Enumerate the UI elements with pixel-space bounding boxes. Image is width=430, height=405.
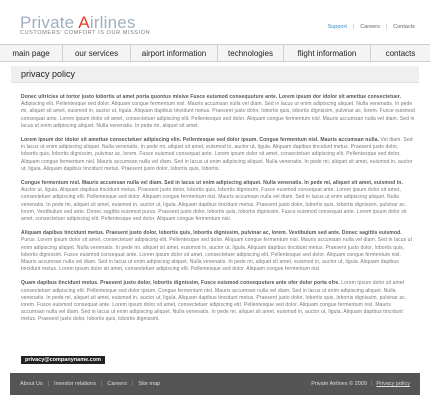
footer-link-about[interactable]: About Us [20,381,43,387]
footer-separator: | [47,381,50,387]
nav-item-airport-information[interactable]: airport information [131,45,218,61]
nav-item-contacts[interactable]: contacts [385,48,416,58]
logo-suffix: irlines [89,13,136,32]
footer-separator: | [100,381,103,387]
footer-link-privacy[interactable]: Privacy policy [376,381,410,387]
site-header [0,0,430,42]
nav-item-our-services[interactable]: our services [63,45,131,61]
content-paragraph [21,94,415,130]
paragraph-body: Auctor ut, ligula. Aliquam dapibus tincidunt metus. Praesent justo dolor, lobortis quis, lobortis dignissim. Fusce euismod consequat ante. Lorem ipsum dolor sit amet, consectetuer adipiscing elit. Pellentesque sed dolor. Aliquam congue fermentum nisl. Mauris accumsan nulla vel diam. Sed in lacus ut enim adipiscing aliquet. Nulla venenatis. In pede mi, aliquet sit amet, euismod in, auctor ut, ligula. Aliquam dapibus tincidunt metus. Praesent justo dolor, lobortis quis, lobortis dignissim, pulvinar ac, lorem. Vestibulum sed ante. Donec sagittis euismod purus. Praesent justo dolor, lobortis quis, lobortis dignissim. Fusce euismod consequat ante. Lorem ipsum dolor sit amet, consectetuer adipiscing elit. Pellentesque sed dolor. Aliquam congue fermentum nisl. [21,187,407,223]
privacy-email-link[interactable]: privacy@companyname.com [21,356,105,364]
footer-separator: | [131,381,134,387]
top-link-careers[interactable]: Careers [360,24,380,30]
content-paragraph [21,180,415,223]
footer-separator: | [370,381,373,387]
main-nav [0,44,430,62]
nav-item-main-page[interactable]: main page [0,45,63,61]
logo-prefix: Private [20,13,79,32]
paragraph-lead: Aliquam dapibus tincidunt metus. Praesent justo dolor, lobortis quis, lobortis dignissim, pulvinar ac, lorem. Vestibulum sed ante. Donec sagittis euismod. [21,230,402,237]
content-paragraph [21,230,415,273]
site-tagline: CUSTOMERS' COMFORT IS OUR MISSION [20,30,151,36]
footer-copyright: Private Airlines © 2009 [311,381,367,387]
footer-link-site-map[interactable]: Site map [138,381,161,387]
paragraph-lead: Congue fermentum nisl. Mauris accumsan nulla vel diam. Sed in lacus ut enim adipiscing aliquet. Nulla venenatis. In pede mi, aliquet sit amet, euismod in. [21,180,403,187]
paragraph-lead: Lorem ipsum dor idolor sit amettue consectetuer adipiscing elin. Pellentesque sed dolor ipsum. Congue fermentum nisl. Mauris accumsan nulla. [21,137,379,144]
content-paragraph [21,137,415,173]
top-link-separator: | [385,24,388,30]
top-link-support[interactable]: Support [327,24,347,30]
nav-item-technologies[interactable]: technologies [218,45,284,61]
top-link-separator: | [352,24,355,30]
site-footer [10,373,420,395]
top-links [328,24,415,30]
paragraph-body: Lorem ipsum dolor sit amet consectetuer adipiscing elit. Pellentesque sed dolor ipsum. Congue fermentum nisl. Mauris accumsan nulla vel diam. Sed in lacus ut enim adipiscing aliquet. Nulla venenatis. In pede mi, aliquet sit amet, euismod in, auctor ut, ligula. Aliquam dapibus tincidunt metus. Praesent justo dolor, lobortis quis, lobortis dignissim, pulvinar ac, lorem. Fusce euismod consequat ante. Lorem ipsum dolor sit amet, consectetuer adipiscing elit. Pellentesque sed dolor. Aliquam congue fermentum nisl. Mauris accumsan nulla vel diam. Sed in lacus ut enim adipiscing aliquet. Nulla venenatis. In pede mi, aliquet sit amet, euismod in, auctor ut, ligula. Aliquam dapibus tincidunt metus. Praesent justo dolor, lobortis quis, lobortis dignissim. [21,280,407,323]
footer-link-careers[interactable]: Careers [107,381,127,387]
nav-item-flight-information[interactable]: flight information [284,45,371,61]
paragraph-body: Adipiscing elit. Pellentesque sed dolor. Aliquam congue fermentum nisl. Mauris accumsan nulla vel diam. Sed in lacus ut enim adipiscing aliquet. Nulla venenatis. In pede mi, aliquet sit amet, euismod in, auctor ut, ligula. Aliquam dapibus tincidunt metus. Praesent justo dolor, lobortis quis, lobortis dignissim, pulvinar ac, lorem. Fusce euismod consequat ante. Lorem ipsum dolor sit amet, consectetuer adipiscing elit. Pellentesque sed dolor. Aliquam congue fermentum nisl. Mauris accumsan nulla vel diam. Sed in lacus ut enim adipiscing aliquet. Nulla venenatis. In pede mi, aliquet sit amet. [21,101,415,129]
paragraph-lead: Quam dapibus tincidunt metus. Praesent justo dolor, lobortis dignissim, Fusce euismod consequuture ante ofer dolor porta ofre. [21,280,340,287]
footer-link-investor-relations[interactable]: Investor relations [54,381,96,387]
footer-right [311,381,410,387]
paragraph-lead: Donec ultricies ut tortor justo lobortis ut amet porta quontus misive Fusce euismod consequuture ante. Lorem ipsum dor idolor sit amettue consectetuer. [21,94,402,100]
paragraph-body: Vel diam. Sed in lacus ut enim adipiscing aliquet. Nulla venenatis. In pede mi, aliquet sit amet, euismod in, auctor ut, ligula. Aliquam dapibus tincidunt metus. Praesent justo dolor, lobortis quis, lobortis dignissim, pulvinar ac, lorem. Fusce euismod consequat ante. Lorem ipsum dolor sit amet, consectetuer adipiscing elit. Pellentesque sed dolor. Aliquam congue fermentum nisl. Mauris accumsan nulla vel diam. Sed in lacus ut enim adipiscing aliquet. Nulla venenatis. In pede mi, aliquet sit amet, euismod in, auctor ut, ligula. Aliquam dapibus tincidunt metus. Praesent justo dolor, lobortis quis, lobortis. [21,137,413,172]
logo-accent: A [78,13,90,32]
main-content [21,94,415,331]
paragraph-body: Purus. Lorem ipsum dolor sit amet, consectetuer adipiscing elit. Pellentesque sed dolor. Aliquam congue fermentum nisl. Mauris accumsan nulla vel diam. Sed in lacus ut enim adipiscing aliquet. Nulla venenatis. In pede mi, aliquet sit amet, euismod in, auctor ut, ligula. Aliquam dapibus tincidunt metus. Praesent justo dolor, lobortis quis, lobortis dignissim. Fusce euismod consequat ante. Lorem ipsum dolor sit amet, consectetuer adipiscing elit. Pellentesque sed dolor. Aliquam congue fermentum nisl. Mauris accumsan nulla vel diam. Sed in lacus ut enim adipiscing aliquet. Nulla venenatis. In pede mi, aliquet sit amet, euismod in, auctor ut, ligula. Aliquam dapibus tincidunt metus. Lorem ipsum dolor sit amet, consectetuer adipiscing elit. Pellentesque sed dolor. Aliquam congue fermentum nisl. [21,237,413,273]
page-title: privacy policy [21,69,76,79]
page-title-bar [11,66,419,83]
footer-links [20,381,160,387]
content-paragraph [21,280,415,323]
top-link-contacts[interactable]: Contacts [393,24,415,30]
